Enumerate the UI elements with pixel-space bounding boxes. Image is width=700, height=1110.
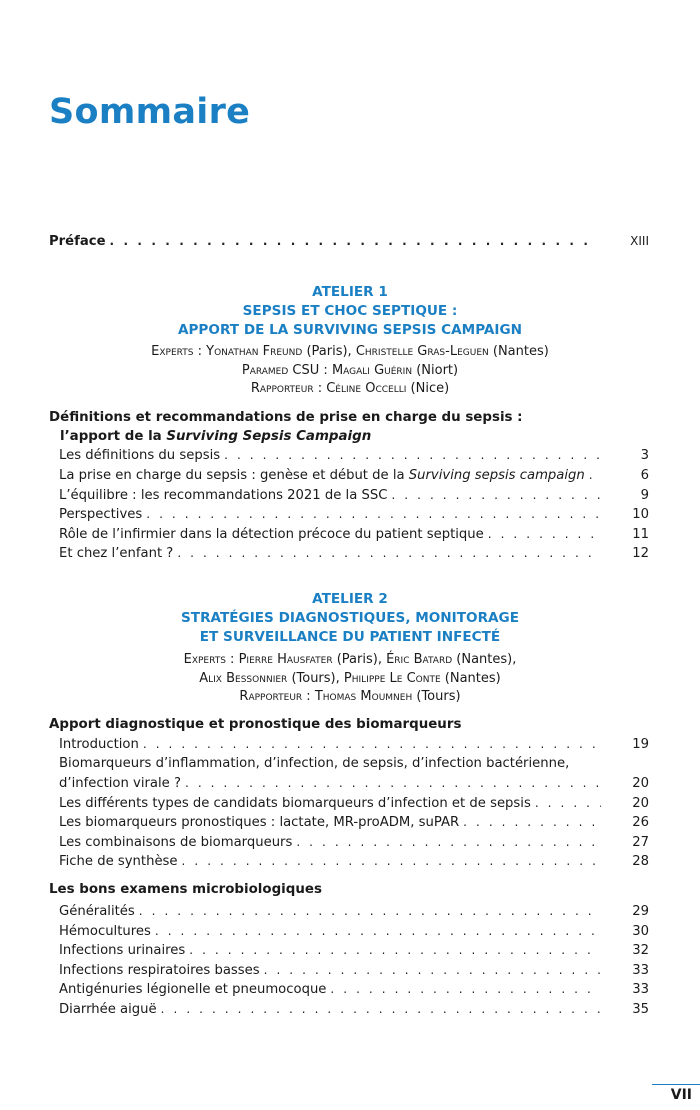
page-number: VII — [670, 1087, 692, 1103]
rapporteur-line: Rapporteur : Thomas Moumneh (Tours) — [239, 689, 461, 704]
toc-entry[interactable]: Fiche de synthèse . . . 28 — [59, 854, 649, 869]
toc-entry[interactable]: Les combinaisons de biomarqueurs . . . 27 — [59, 835, 649, 850]
experts-line: Alix Bessonnier (Tours), Philippe Le Conte (Nantes) — [199, 670, 501, 686]
toc-entry-preface[interactable] — [49, 234, 649, 249]
atelier-1-credits — [0, 343, 700, 399]
toc-entry-page: XIII — [630, 234, 649, 248]
folio-rule — [652, 1084, 700, 1085]
expert-name: Pierre Hausfater — [238, 652, 333, 667]
expert-name: Philippe Le Conte — [343, 670, 441, 686]
toc-entry[interactable]: Perspectives . . . 10 — [59, 507, 649, 522]
toc-entry-line1[interactable]: Biomarqueurs d’inflammation, d’infection, de sepsis, d’infection bactérienne, — [59, 756, 570, 771]
section-heading: Définitions et recommandations de prise en charge du sepsis : l’apport de la Surviving Sepsis Campaign — [49, 410, 523, 444]
page-title: Sommaire — [49, 92, 251, 132]
toc-entry[interactable]: Antigénuries légionelle et pneumocoque . . . 33 — [59, 982, 649, 997]
section-heading: Apport diagnostique et pronostique des biomarqueurs — [49, 717, 462, 732]
expert-name: Christelle Gras-Leguen — [355, 344, 489, 359]
atelier-1-heading — [0, 283, 700, 340]
toc-entry[interactable]: Les biomarqueurs pronostiques : lactate, MR-proADM, suPAR . . . 26 — [59, 815, 649, 830]
toc-entry[interactable]: Introduction . . . 19 — [59, 737, 649, 752]
atelier-subtitle: APPORT DE LA SURVIVING SEPSIS CAMPAIGN — [177, 322, 523, 338]
toc-entry[interactable]: Hémocultures . . . 30 — [59, 924, 649, 939]
atelier-subtitle: STRATÉGIES DIAGNOSTIQUES, MONITORAGE — [181, 610, 519, 626]
atelier-2-credits — [0, 651, 700, 707]
expert-name: Yonathan Freund — [206, 344, 303, 359]
paramed-line: Paramed CSU : Magali Guérin (Niort) — [241, 362, 459, 378]
section-heading: Les bons examens microbiologiques — [49, 882, 322, 897]
toc-entry[interactable]: L’équilibre : les recommandations 2021 de la SSC . . . 9 — [59, 488, 649, 503]
toc-entry[interactable]: Les différents types de candidats biomarqueurs d’infection et de sepsis . . . 20 — [59, 796, 649, 811]
expert-name: Alix Bessonnier — [199, 670, 288, 686]
leader-dots — [110, 234, 595, 248]
toc-entry[interactable]: La prise en charge du sepsis : genèse et début de la Surviving sepsis campaign . . . 6 — [59, 468, 649, 483]
experts-line: Experts : Pierre Hausfater (Paris), Éric Batard (Nantes), — [183, 652, 517, 667]
atelier-number: ATELIER 1 — [312, 284, 388, 300]
experts-line: Experts : Yonathan Freund (Paris), Christelle Gras-Leguen (Nantes) — [151, 344, 549, 359]
toc-entry[interactable]: Et chez l’enfant ? . . . 12 — [59, 546, 649, 561]
toc-entry[interactable]: Rôle de l’infirmier dans la détection précoce du patient septique . . . 11 — [59, 527, 649, 542]
toc-entry[interactable]: Infections urinaires . . . 32 — [59, 943, 649, 958]
expert-name: Éric Batard — [386, 652, 453, 667]
atelier-subtitle: ET SURVEILLANCE DU PATIENT INFECTÉ — [199, 629, 501, 645]
toc-entry[interactable]: Infections respiratoires basses . . . 33 — [59, 963, 649, 978]
rapporteur-line: Rapporteur : Céline Occelli (Nice) — [250, 381, 450, 396]
toc-entry-label: Préface — [49, 234, 106, 249]
toc-entry[interactable]: Diarrhée aiguë . . . 35 — [59, 1002, 649, 1017]
toc-entry[interactable]: Les définitions du sepsis . . . 3 — [59, 448, 649, 463]
atelier-number: ATELIER 2 — [312, 591, 388, 607]
atelier-subtitle: SEPSIS ET CHOC SEPTIQUE : — [242, 303, 458, 319]
toc-entry[interactable]: d’infection virale ? . . . 20 — [59, 776, 649, 791]
atelier-2-heading — [0, 590, 700, 647]
toc-entry[interactable]: Généralités . . . 29 — [59, 904, 649, 919]
